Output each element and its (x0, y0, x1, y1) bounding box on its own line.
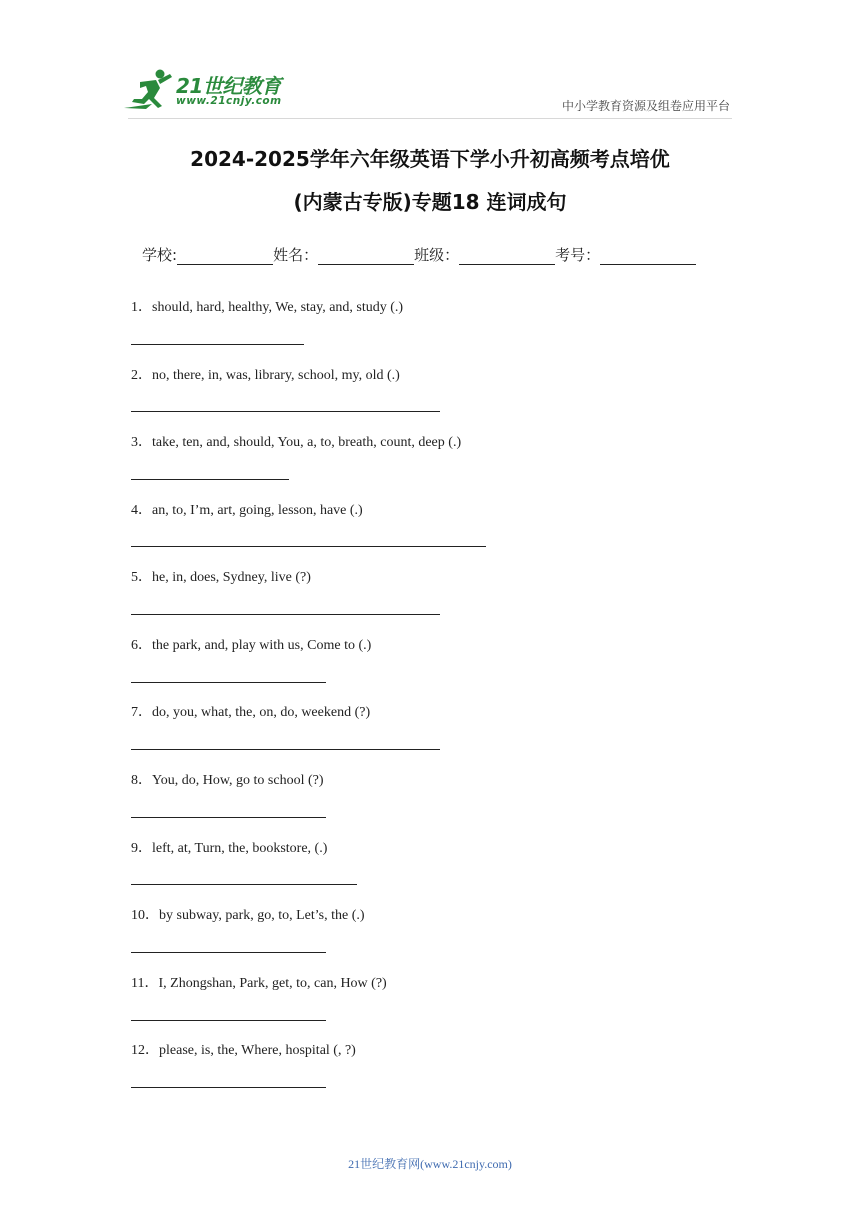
question-9: 9．left, at, Turn, the, bookstore, (.) (131, 841, 328, 856)
runner-logo-icon (122, 68, 178, 114)
answer-line-2[interactable] (131, 411, 440, 412)
question-8: 8．You, do, How, go to school (?) (131, 773, 324, 788)
school-label: 学校: (142, 246, 178, 264)
class-label: 班级： (414, 246, 460, 264)
page-footer[interactable]: 21世纪教育网(www.21cnjy.com) (348, 1157, 512, 1171)
name-blank[interactable] (318, 247, 414, 265)
answer-line-12[interactable] (131, 1087, 326, 1088)
name-label: 姓名： (273, 246, 319, 264)
answer-line-3[interactable] (131, 479, 289, 480)
answer-line-11[interactable] (131, 1020, 326, 1021)
question-1: 1．should, hard, healthy, We, stay, and, study (.) (131, 300, 404, 315)
question-3: 3．take, ten, and, should, You, a, to, breath, count, deep (.) (131, 435, 462, 450)
logo-url: www.21cnjy.com (176, 95, 282, 107)
question-10: 10．by subway, park, go, to, Let’s, the (.) (131, 908, 365, 923)
page-title: 2024-2025学年六年级英语下学小升初高频考点培优 (190, 147, 670, 171)
question-7: 7．do, you, what, the, on, do, weekend (?) (131, 705, 371, 720)
brand-logo (122, 68, 290, 116)
question-5: 5．he, in, does, Sydney, live (?) (131, 570, 311, 585)
question-2: 2．no, there, in, was, library, school, my, old (.) (131, 368, 400, 383)
answer-line-6[interactable] (131, 682, 326, 683)
class-blank[interactable] (459, 247, 555, 265)
answer-line-1[interactable] (131, 344, 304, 345)
platform-tagline: 中小学教育资源及组卷应用平台 (561, 99, 730, 113)
exam-number-blank[interactable] (600, 247, 696, 265)
answer-line-5[interactable] (131, 614, 440, 615)
logo-text: 21世纪教育 (176, 74, 281, 98)
exam-number-label: 考号： (555, 246, 601, 264)
question-6: 6．the park, and, play with us, Come to (.) (131, 638, 372, 653)
page-subtitle: (内蒙古专版)专题18 连词成句 (293, 190, 567, 214)
answer-line-7[interactable] (131, 749, 440, 750)
answer-line-9[interactable] (131, 884, 357, 885)
question-4: 4．an, to, I’m, art, going, lesson, have (.) (131, 503, 363, 518)
answer-line-8[interactable] (131, 817, 326, 818)
answer-line-4[interactable] (131, 546, 486, 547)
question-12: 12．please, is, the, Where, hospital (, ?) (131, 1043, 356, 1058)
header-divider (128, 118, 732, 119)
school-blank[interactable] (177, 247, 273, 265)
answer-line-10[interactable] (131, 952, 326, 953)
question-11: 11．I, Zhongshan, Park, get, to, can, How (?) (131, 976, 387, 991)
student-info-row (142, 244, 696, 265)
